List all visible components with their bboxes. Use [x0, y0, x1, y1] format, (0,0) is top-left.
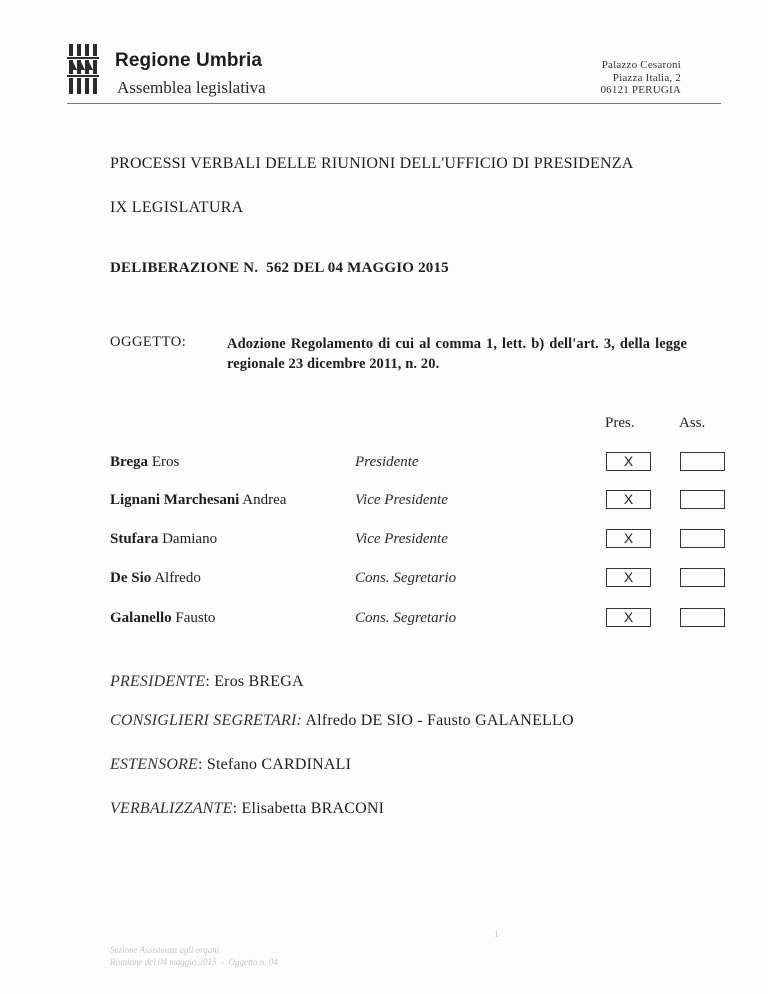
role-label: ESTENSORE — [110, 756, 199, 773]
role-value: Alfredo DE SIO - Fausto GALANELLO — [305, 712, 574, 729]
page-number: 1 — [494, 929, 499, 939]
member-surname: Stufara — [110, 531, 159, 547]
member-role: Cons. Segretario — [355, 570, 457, 586]
member-surname: De Sio — [110, 570, 152, 586]
address-block — [600, 59, 681, 97]
address-line-building: Palazzo Cesaroni — [601, 59, 681, 71]
role-value: Elisabetta BRACONI — [241, 800, 385, 817]
subject-text: Adozione Regolamento di cui al comma 1, lett. b) dell'art. 3, della legge regionale 23 dicembre 2011, n. 20. — [227, 336, 687, 372]
member-row — [0, 490, 768, 514]
present-checkbox[interactable]: X — [606, 608, 651, 627]
absent-checkbox[interactable] — [680, 568, 725, 587]
member-row — [0, 608, 768, 632]
member-name — [110, 454, 179, 471]
footer-note — [110, 944, 278, 968]
member-given-name: Damiano — [162, 531, 218, 547]
member-row — [0, 568, 768, 592]
member-name — [110, 610, 215, 627]
footer-line-2: Riunione del 04 maggio 2015 - Oggetto n. 04 — [110, 957, 278, 967]
member-role: Vice Presidente — [355, 492, 448, 508]
member-given-name: Andrea — [242, 492, 287, 508]
role-value: Stefano CARDINALI — [206, 756, 352, 773]
role-label: CONSIGLIERI SEGRETARI: — [110, 712, 303, 729]
footer-line-1: Sezione Assistenza agli organi — [110, 945, 220, 955]
role-consiglieri-segretari — [110, 712, 574, 730]
absent-checkbox[interactable] — [680, 529, 725, 548]
member-surname: Lignani Marchesani — [110, 492, 240, 508]
member-given-name: Alfredo — [154, 570, 201, 586]
role-value: Eros BREGA — [214, 673, 304, 690]
address-line-street: Piazza Italia, 2 — [612, 71, 681, 84]
regione-umbria-logo-icon — [67, 44, 107, 104]
role-presidente: PRESIDENTE: Eros BREGA — [110, 673, 304, 690]
member-role: Vice Presidente — [355, 531, 448, 547]
present-checkbox[interactable]: X — [606, 568, 651, 587]
legislature-label: IX LEGISLATURA — [110, 199, 244, 216]
org-name: Regione Umbria — [115, 50, 263, 71]
role-label: VERBALIZZANTE — [110, 800, 233, 817]
member-surname: Brega — [110, 454, 149, 470]
absent-checkbox[interactable] — [680, 452, 725, 471]
member-given-name: Eros — [151, 454, 180, 470]
role-label: PRESIDENTE — [110, 673, 206, 690]
role-estensore: ESTENSORE: Stefano CARDINALI — [110, 756, 352, 773]
column-header-present: Pres. — [605, 415, 635, 431]
org-subtitle: Assemblea legislativa — [117, 78, 266, 97]
header-divider — [67, 103, 721, 104]
member-given-name: Fausto — [175, 610, 216, 626]
deliberation-number: DELIBERAZIONE N. 562 DEL 04 MAGGIO 2015 — [110, 260, 449, 276]
absent-checkbox[interactable] — [680, 608, 725, 627]
present-checkbox[interactable]: X — [606, 452, 651, 471]
subject-label: OGGETTO: — [110, 334, 187, 350]
role-verbalizzante: VERBALIZZANTE: Elisabetta BRACONI — [110, 800, 385, 817]
document-title: PROCESSI VERBALI DELLE RIUNIONI DELL'UFFICIO DI PRESIDENZA — [110, 155, 634, 172]
member-role: Cons. Segretario — [355, 610, 457, 626]
column-header-absent: Ass. — [679, 415, 706, 431]
member-name — [110, 531, 217, 548]
address-line-city: 06121 PERUGIA — [600, 84, 681, 96]
present-checkbox[interactable]: X — [606, 529, 651, 548]
member-name — [110, 570, 201, 587]
member-row — [0, 529, 768, 553]
present-checkbox[interactable]: X — [606, 490, 651, 509]
member-surname: Galanello — [110, 610, 172, 626]
absent-checkbox[interactable] — [680, 490, 725, 509]
member-role: Presidente — [355, 454, 419, 470]
member-name — [110, 492, 286, 509]
member-row — [0, 452, 768, 476]
